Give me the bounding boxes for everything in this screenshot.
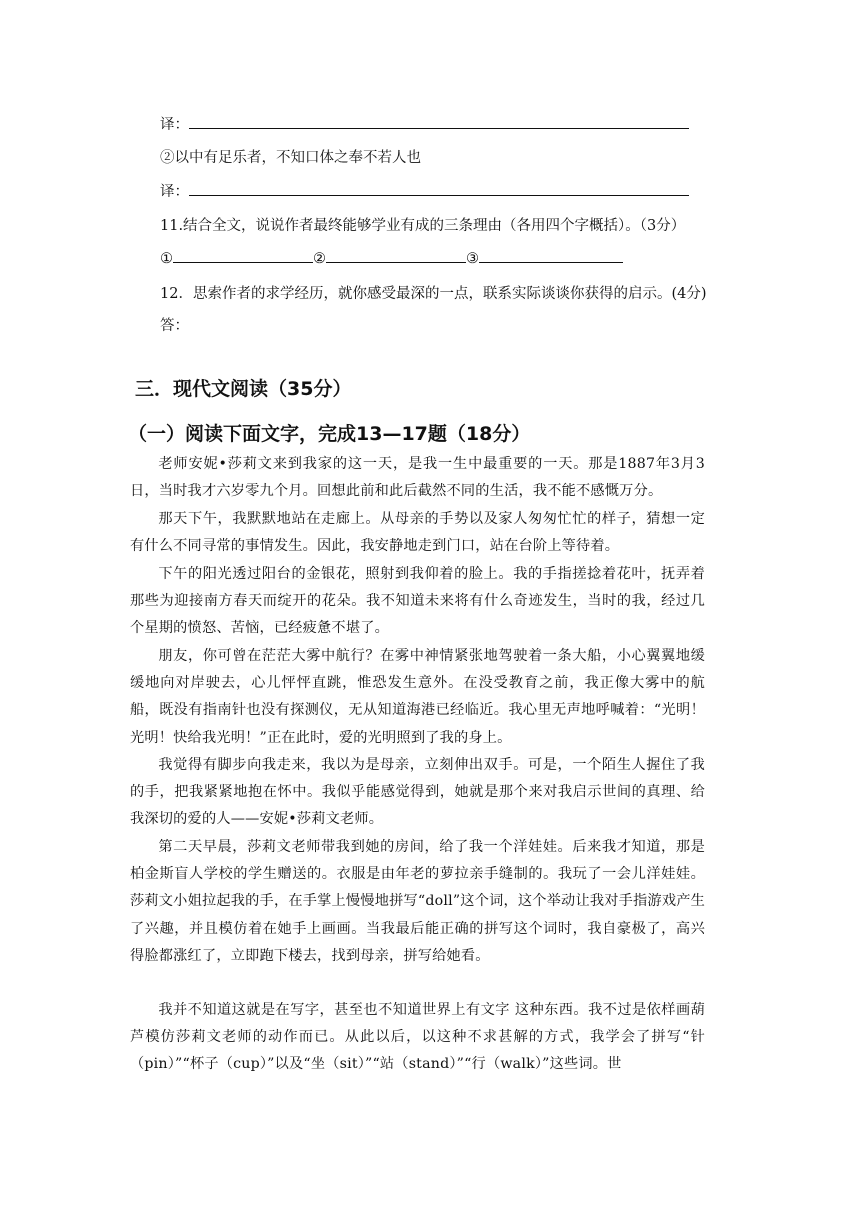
translate-label: 译： [160,184,189,200]
answer-blank[interactable] [189,114,689,129]
passage-paragraph-7: 我并不知道这就是在写字，甚至也不知道世界上有文字 这种东西。我不过是依样画葫芦模仿莎莉文老师的动作而已。从此以后，以这种不求甚解的方式，我学会了拼写“针（pin）”“杯子（cup）”以及“坐（sit）”“站（stand）”“行（walk）”这些词。世 [130,1002,705,1073]
passage-paragraph-2: 那天下午，我默默地站在走廊上。从母亲的手势以及家人匆匆忙忙的样子，猜想一定有什么不同寻常的事情发生。因此，我安静地走到门口，站在台阶上等待着。 [130,511,705,555]
passage-paragraph-3: 下午的阳光透过阳台的金银花，照射到我仰着的脸上。我的手指搓捻着花叶，抚弄着那些为迎接南方春天而绽开的花朵。我不知道未来将有什么奇迹发生，当时的我，经过几个星期的愤怒、苦恼，已经疲惫不堪了。 [130,566,705,637]
classical-sentence-2: ②以中有足乐者，不知口体之奉不若人也 [160,150,421,166]
passage-paragraph-1: 老师安妮•莎莉文来到我家的这一天，是我一生中最重要的一天。那是1887年3月3日，当时我才六岁零九个月。回想此前和此后截然不同的生活，我不能不感慨万分。 [130,456,705,500]
answer-blank[interactable] [189,181,689,196]
answer-label: 答： [160,318,189,334]
translation-line-2 [160,180,689,201]
blank-marker-1: ① [160,251,173,267]
translation-line-1 [160,113,689,134]
passage-paragraph-4: 朋友，你可曾在茫茫大雾中航行？在雾中神情紧张地驾驶着一条大船，小心翼翼地缓缓地向对岸驶去，心儿怦怦直跳，惟恐发生意外。在没受教育之前，我正像大雾中的航船，既没有指南针也没有探测仪，无从知道海港已经临近。我心里无声地呼喊着：“光明！光明！快给我光明！”正在此时，爱的光明照到了我的身上。 [130,648,705,746]
translate-label: 译： [160,117,189,133]
question-11-blanks [160,248,623,267]
section-subtitle: （一）阅读下面文字，完成13—17题（18分） [128,423,531,445]
answer-blank-2[interactable] [326,248,466,263]
question-12: 12．思索作者的求学经历，就你感受最深的一点，联系实际谈谈你获得的启示。(4分) [160,286,707,302]
blank-marker-3: ③ [466,251,479,267]
blank-marker-2: ② [313,251,326,267]
passage-paragraph-6: 第二天早晨，莎莉文老师带我到她的房间，给了我一个洋娃娃。后来我才知道，那是柏金斯盲人学校的学生赠送的。衣服是由年老的萝拉亲手缝制的。我玩了一会儿洋娃娃。莎莉文小姐拉起我的手，在手掌上慢慢地拼写“doll”这个词，这个举动让我对手指游戏产生了兴趣，并且模仿着在她手上画画。当我最后能正确的拼写这个词时，我自豪极了，高兴得脸都涨红了，立即跑下楼去，找到母亲，拼写给她看。 [130,839,705,964]
answer-blank-1[interactable] [173,248,313,263]
section-title: 三．现代文阅读（35分） [135,378,352,400]
passage-paragraph-5: 我觉得有脚步向我走来，我以为是母亲，立刻伸出双手。可是，一个陌生人握住了我的手，把我紧紧地抱在怀中。我似乎能感觉得到，她就是那个来对我启示世间的真理、给我深切的爱的人——安妮•莎莉文老师。 [130,757,705,828]
question-11: 11.结合全文，说说作者最终能够学业有成的三条理由（各用四个字概括）。（3分） [160,218,686,234]
answer-blank-3[interactable] [479,248,623,263]
